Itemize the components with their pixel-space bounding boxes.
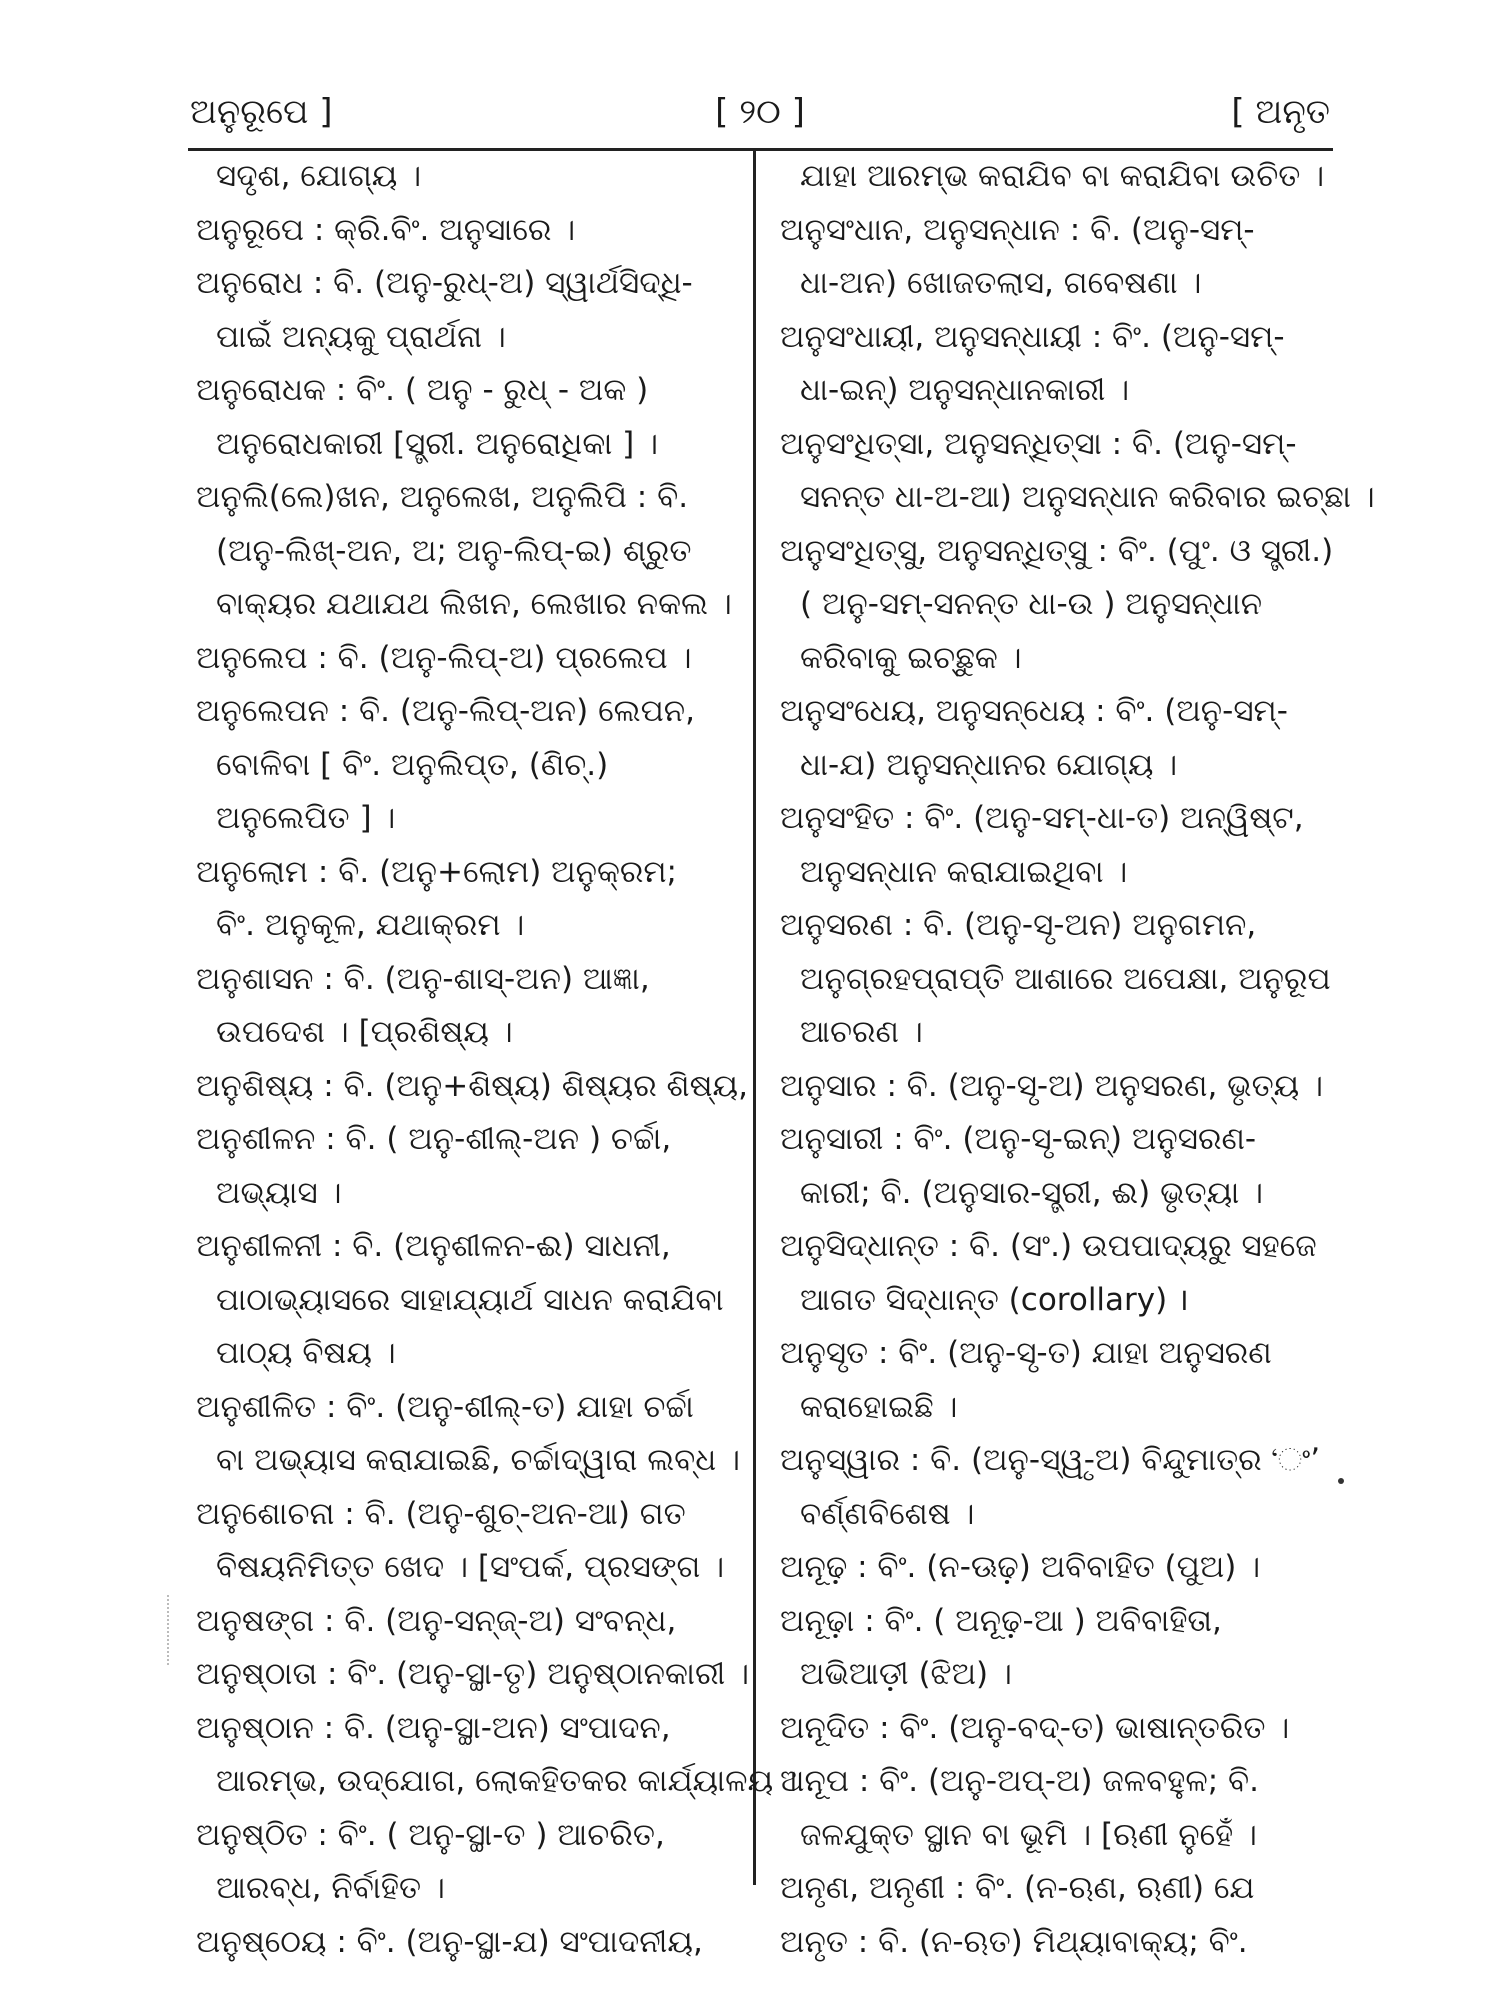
- entry-line: ଯାହା ଆରମ୍ଭ କରାଯିବ ବା କରାଯିବା ଉଚିତ ।: [800, 158, 1325, 194]
- entry-line: ଅଭିଆଡ଼ୀ (ଝିଅ) ।: [800, 1656, 1012, 1692]
- header-left-guide: ଅନୁରୂପେ ]: [190, 92, 333, 132]
- entry-line: ଅନୁଷ୍ଠେୟ : ବିଂ. (ଅନୁ-ସ୍ଥା-ଯ) ସଂପାଦନୀୟ,: [196, 1923, 703, 1960]
- entry-line: ଅନୁସଂଧାନ, ଅନୁସନ୍ଧାନ : ବି. (ଅନୁ-ସମ୍-: [780, 211, 1255, 248]
- entry-line: ଅନୁଶୀଳିତ : ବିଂ. (ଅନୁ-ଶୀଲ୍-ତ) ଯାହା ଚର୍ଚ୍ଚା: [196, 1388, 694, 1425]
- entry-line: ଅନୁରୋଧ : ବି. (ଅନୁ-ରୁଧ୍-ଅ) ସ୍ୱାର୍ଥସିଦ୍ଧି-: [196, 265, 693, 301]
- entry-line: ଅନୃଣ, ଅନୃଣୀ : ବିଂ. (ନ-ଋଣ, ଋଣୀ) ଯେ: [780, 1870, 1255, 1906]
- entry-line: ଅନୁଷ୍ଠାତା : ବିଂ. (ଅନୁ-ସ୍ଥା-ତୃ) ଅନୁଷ୍ଠାନକାରୀ ।: [196, 1656, 750, 1692]
- entry-line: ଅନୁଶୋଚନା : ବି. (ଅନୁ-ଶୁଚ୍-ଅନ-ଆ) ଗତ: [196, 1495, 686, 1532]
- entry-line: ଅନୁଷ୍ଠିତ : ବିଂ. ( ଅନୁ-ସ୍ଥା-ତ ) ଆଚରିତ,: [196, 1816, 665, 1853]
- entry-line: ବିଷୟନିମିତ୍ତ ଖେଦ । [ସଂପର୍କ, ପ୍ରସଙ୍ଗ ।: [216, 1549, 725, 1585]
- entry-line: ପାଠାଭ୍ୟାସରେ ସାହାଯ୍ୟାର୍ଥ ସାଧନ କରାଯିବା: [216, 1281, 724, 1318]
- entry-line: ଅନୁଶାସନ : ବି. (ଅନୁ-ଶାସ୍-ଅନ) ଆଜ୍ଞା,: [196, 960, 650, 997]
- entry-line: କରାହୋଇଛି ।: [800, 1388, 958, 1425]
- entry-line: ଅନୁଶୀଳନୀ : ବି. (ଅନୁଶୀଳନ-ଈ) ସାଧନୀ,: [196, 1228, 671, 1264]
- entry-line: ଅନୂପ : ବିଂ. (ଅନୁ-ଅପ୍-ଅ) ଜଳବହୁଳ; ବି.: [780, 1763, 1260, 1799]
- entry-line: ପାଇଁ ଅନ୍ୟକୁ ପ୍ରାର୍ଥନା ।: [216, 318, 506, 355]
- entry-line: ଅନୁଲେପନ : ବି. (ଅନୁ-ଲିପ୍-ଅନ) ଲେପନ,: [196, 693, 695, 729]
- entry-line: ଅନୁସାର : ବି. (ଅନୁ-ସୃ-ଅ) ଅନୁସରଣ, ଭୃତ୍ୟ ।: [780, 1067, 1324, 1104]
- entry-line: ଅନୁଲି(ଲେ)ଖନ, ଅନୁଲେଖ, ଅନୁଲିପି : ବି.: [196, 479, 689, 515]
- entry-line: ଧା-ଅନ) ଖୋଜତଲାସ, ଗବେଷଣା ।: [800, 265, 1202, 301]
- entry-line: ଅନୂଢ଼ା : ବିଂ. ( ଅନୂଢ଼-ଆ ) ଅବିବାହିତା,: [780, 1602, 1222, 1639]
- margin-specks: [167, 1595, 173, 1665]
- entry-line: ଅନୁଲୋମ : ବି. (ଅନୁ+ଲୋମ) ଅନୁକ୍ରମ;: [196, 853, 678, 890]
- entry-line: ଅନୁରୂପେ : କ୍ରି.ବିଂ. ଅନୁସାରେ ।: [196, 211, 576, 248]
- entry-line: ଅନୃତ : ବି. (ନ-ଋତ) ମିଥ୍ୟାବାକ୍ୟ; ବିଂ.: [780, 1923, 1248, 1960]
- left-column: [196, 150, 797, 1969]
- entry-line: ବା ଅଭ୍ୟାସ କରାଯାଇଛି, ଚର୍ଚ୍ଚାଦ୍ୱାରା ଲବ୍ଧ ।: [216, 1442, 741, 1478]
- entry-line: ଅନୁଶୀଳନ : ବି. ( ଅନୁ-ଶୀଲ୍-ଅନ ) ଚର୍ଚ୍ଚା,: [196, 1121, 672, 1157]
- entry-line: ଅନୁସନ୍ଧାନ କରାଯାଇଥିବା ।: [800, 853, 1128, 890]
- entry-line: ଅନୁସରଣ : ବି. (ଅନୁ-ସୃ-ଅନ) ଅନୁଗମନ,: [780, 907, 1257, 943]
- entry-line: ଅନୁସଂଧାୟୀ, ଅନୁସନ୍ଧାୟୀ : ବିଂ. (ଅନୁ-ସମ୍-: [780, 318, 1285, 355]
- column-divider: [753, 150, 756, 1885]
- entry-line: ଧା-ଇନ୍) ଅନୁସନ୍ଧାନକାରୀ ।: [800, 372, 1130, 408]
- entry-line: ଉପଦେଶ । [ପ୍ରଶିଷ୍ୟ ।: [216, 1014, 513, 1050]
- entry-line: ଅଭ୍ୟାସ ।: [216, 1174, 342, 1211]
- entry-line: ଅନୁଗ୍ରହପ୍ରାପ୍ତି ଆଶାରେ ଅପେକ୍ଷା, ଅନୁରୂପ: [800, 960, 1331, 997]
- entry-line: ( ଅନୁ-ସମ୍-ସନନ୍ତ ଧା-ଉ ) ଅନୁସନ୍ଧାନ: [800, 586, 1263, 622]
- entry-line: ପାଠ୍ୟ ବିଷୟ ।: [216, 1335, 396, 1371]
- entry-line: ଆଚରଣ ।: [800, 1014, 923, 1050]
- right-column: [780, 150, 1375, 1969]
- entry-line: ସନନ୍ତ ଧା-ଅ-ଆ) ଅନୁସନ୍ଧାନ କରିବାର ଇଚ୍ଛା ।: [800, 479, 1375, 515]
- entry-line: ଧା-ଯ) ଅନୁସନ୍ଧାନର ଯୋଗ୍ୟ ।: [800, 746, 1178, 783]
- entry-line: (ଅନୁ-ଲିଖ୍-ଅନ, ଅ; ଅନୁ-ଲିପ୍-ଇ) ଶ୍ରୁତ: [216, 532, 692, 569]
- entry-line: ଆଗତ ସିଦ୍ଧାନ୍ତ (corollary) ।: [800, 1281, 1189, 1318]
- page-header: [190, 80, 1330, 144]
- entry-line: ଆରବ୍ଧ, ନିର୍ବାହିତ ।: [216, 1870, 445, 1906]
- entry-line: ଅନୁସିଦ୍ଧାନ୍ତ : ବି. (ସଂ.) ଉପପାଦ୍ୟରୁ ସହଜେ: [780, 1228, 1317, 1264]
- header-right-guide: [ ଅନୃତ: [1231, 92, 1330, 132]
- entry-line: ଅନୁଲେପିତ ] ।: [216, 800, 396, 836]
- entry-line: ଅନୂଦିତ : ବିଂ. (ଅନୁ-ବଦ୍-ତ) ଭାଷାନ୍ତରିତ ।: [780, 1709, 1290, 1746]
- entry-line: ଅନୁଷଙ୍ଗ : ବି. (ଅନୁ-ସନ୍ଜ୍-ଅ) ସଂବନ୍ଧ,: [196, 1602, 677, 1639]
- entry-line: ଅନୂଢ଼ : ବିଂ. (ନ-ଊଢ଼) ଅବିବାହିତ (ପୁଅ) ।: [780, 1549, 1261, 1585]
- entry-line: ଅନୁସୃତ : ବିଂ. (ଅନୁ-ସୃ-ତ) ଯାହା ଅନୁସରଣ: [780, 1335, 1272, 1371]
- entry-line: ଅନୁସଂଧିତ୍ସୁ, ଅନୁସନ୍ଧିତ୍ସୁ : ବିଂ. (ପୁଂ. ଓ ସ୍ତ୍ରୀ.): [780, 532, 1334, 569]
- header-page-number: [ ୨୦ ]: [715, 92, 805, 132]
- entry-line: ଅନୁସଂହିତ : ବିଂ. (ଅନୁ-ସମ୍-ଧା-ତ) ଅନ୍ୱିଷ୍ଟ,: [780, 800, 1304, 836]
- entry-line: ସଦୃଶ, ଯୋଗ୍ୟ ।: [216, 158, 422, 194]
- entry-line: ଅନୁଲେପ : ବି. (ଅନୁ-ଲିପ୍-ଅ) ପ୍ରଲେପ ।: [196, 639, 692, 676]
- entry-line: କରିବାକୁ ଇଚ୍ଛୁକ ।: [800, 639, 1022, 676]
- entry-line: ଅନୁସଂଧିତ୍ସା, ଅନୁସନ୍ଧିତ୍ସା : ବି. (ଅନୁ-ସମ୍-: [780, 425, 1297, 462]
- entry-line: ବାକ୍ୟର ଯଥାଯଥ ଲିଖନ, ଲେଖାର ନକଲ ।: [216, 586, 732, 622]
- ink-dot: [1338, 1478, 1344, 1484]
- entry-line: ଜଳଯୁକ୍ତ ସ୍ଥାନ ବା ଭୂମି । [ଋଣୀ ନୁହେଁ ।: [800, 1816, 1257, 1853]
- entry-line: ଅନୁସ୍ୱାର : ବି. (ଅନୁ-ସ୍ୱୃ-ଅ) ବିନ୍ଦୁମାତ୍ର ‘ଂ’: [780, 1442, 1321, 1478]
- entry-line: ଅନୁଶିଷ୍ୟ : ବି. (ଅନୁ+ଶିଷ୍ୟ) ଶିଷ୍ୟର ଶିଷ୍ୟ,: [196, 1067, 748, 1104]
- entry-line: କାରୀ; ବି. (ଅନୁସାର-ସ୍ତ୍ରୀ, ଈ) ଭୃତ୍ୟା ।: [800, 1174, 1264, 1211]
- entry-line: ଆରମ୍ଭ, ଉଦ୍‌ଯୋଗ, ଲୋକହିତକର କାର୍ଯ୍ୟାଳୟ ।: [216, 1763, 797, 1799]
- entry-line: ଅନୁସାରୀ : ବିଂ. (ଅନୁ-ସୃ-ଇନ୍) ଅନୁସରଣ-: [780, 1121, 1257, 1157]
- entry-line: ଅନୁରୋଧକ : ବିଂ. ( ଅନୁ - ରୁଧ୍ - ଅକ ): [196, 372, 649, 408]
- entry-line: ଅନୁରୋଧକାରୀ [ସ୍ତ୍ରୀ. ଅନୁରୋଧିକା ] ।: [216, 425, 659, 462]
- entry-line: ବୋଳିବା [ ବିଂ. ଅନୁଲିପ୍ତ, (ଣିଚ୍.): [216, 746, 609, 783]
- entry-line: ବିଂ. ଅନୁକୂଳ, ଯଥାକ୍ରମ ।: [216, 907, 525, 943]
- entry-line: ଅନୁସଂଧେୟ, ଅନୁସନ୍ଧେୟ : ବିଂ. (ଅନୁ-ସମ୍-: [780, 693, 1288, 729]
- entry-line: ବର୍ଣ୍ଣବିଶେଷ ।: [800, 1495, 975, 1532]
- entry-line: ଅନୁଷ୍ଠାନ : ବି. (ଅନୁ-ସ୍ଥା-ଅନ) ସଂପାଦନ,: [196, 1709, 671, 1746]
